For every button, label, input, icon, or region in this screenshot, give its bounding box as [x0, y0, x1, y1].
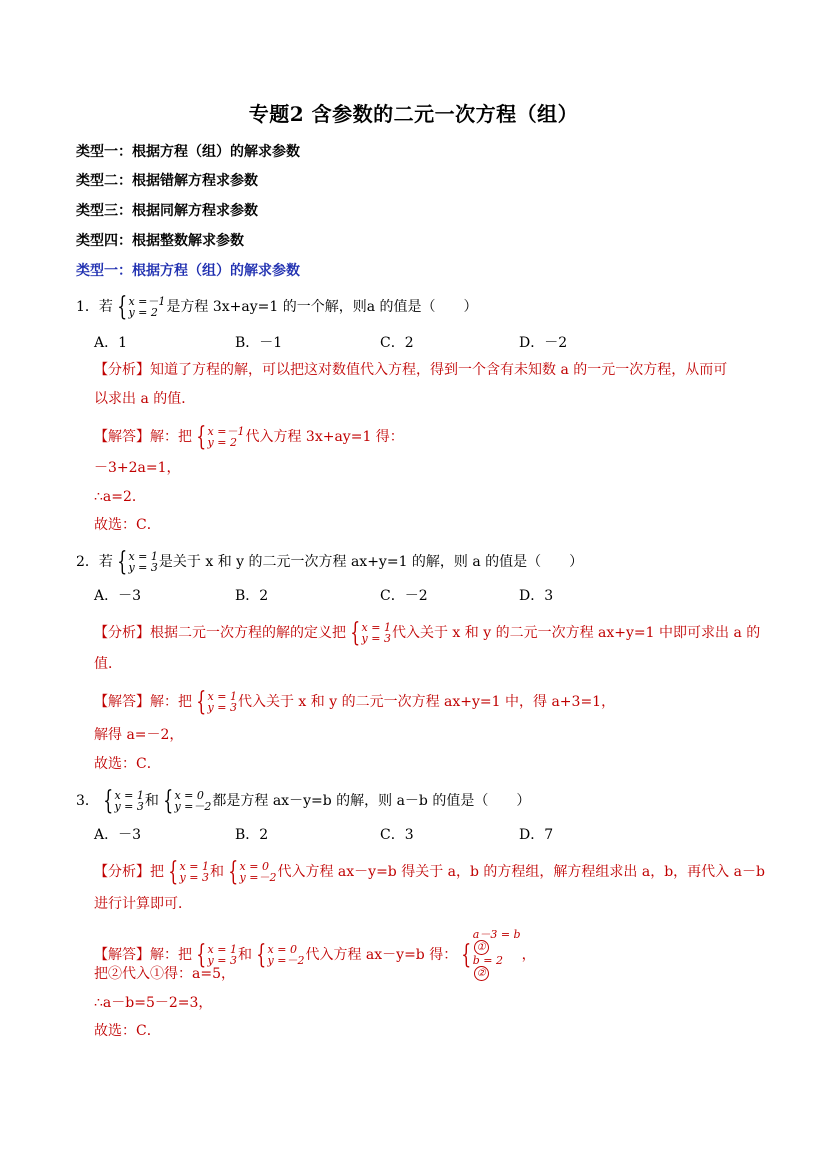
q2-answer: [94, 689, 615, 715]
q3-analysis-system-b: { x = 0 y =－2: [228, 857, 277, 887]
answer-mid: 代入方程 ax－y=b 得：: [305, 947, 458, 963]
answer-and: 和: [237, 947, 252, 963]
sys-row: y =－2: [174, 800, 212, 813]
q3-analysis-cont: 进行计算即可．: [94, 896, 192, 912]
q3-choice: 故选：C．: [94, 1023, 161, 1039]
q1-step-1: －3+2a=1，: [94, 460, 181, 476]
q2-number: 2．若: [76, 554, 113, 570]
q3-analysis-system-a: { x = 1 y = 3: [168, 857, 209, 887]
sys-row: x =－1: [207, 425, 245, 438]
answer-label: 【解答】解：把: [94, 429, 192, 445]
q3-step-1: 把②代入①得：a=5，: [94, 966, 235, 982]
answer-end: ，: [521, 947, 536, 963]
q3-system-b: { x = 0 y =－2: [163, 786, 212, 816]
sys-row: x = 0: [239, 860, 269, 873]
q3-and: 和: [144, 793, 159, 809]
q2-step-1: 解得 a=－2，: [94, 727, 184, 743]
q1-choice: 故选：C．: [94, 517, 161, 533]
q1-option-c: C．2: [380, 335, 414, 351]
q3-analysis: [94, 859, 765, 885]
sys-row: x = 1: [179, 860, 209, 873]
analysis-label: 【分析】根据二元一次方程的解的定义把: [94, 625, 346, 641]
toc-item-2: 类型二：根据错解方程求参数: [76, 173, 258, 189]
q3-option-d: D．7: [519, 827, 554, 843]
q1-answer: [94, 424, 404, 450]
sys-row: y = 3: [128, 561, 158, 574]
q1-step-2: ∴a=2．: [94, 489, 146, 505]
sys-row: y = 2: [207, 436, 237, 449]
q1-option-b: B．－1: [235, 335, 283, 351]
q1-analysis-cont: 以求出 a 的值．: [94, 391, 196, 407]
sys-row: x = 1: [114, 789, 144, 802]
sys-row: y = 3: [179, 871, 209, 884]
question-2: [76, 549, 583, 575]
q1-answer-system: { x =－1 y = 2: [196, 422, 245, 452]
q3-answer-system-b: { x = 0 y =－2: [256, 940, 305, 970]
sys-row: y = 3: [361, 632, 391, 645]
sys-row: y = 3: [114, 800, 144, 813]
q1-number: 1．若: [76, 299, 113, 315]
toc-item-3: 类型三：根据同解方程求参数: [76, 203, 258, 219]
q2-analysis: [94, 620, 760, 646]
q2-text: 是关于 x 和 y 的二元一次方程 ax+y=1 的解，则 a 的值是（ ）: [158, 554, 584, 570]
sys-row: y =－2: [267, 954, 305, 967]
sys-row: b = 2: [472, 954, 504, 967]
q3-option-c: C．3: [380, 827, 414, 843]
section-heading: 类型一：根据方程（组）的解求参数: [76, 263, 300, 279]
answer-label: 【解答】解：把: [94, 947, 192, 963]
q3-option-b: B．2: [235, 827, 269, 843]
q2-option-b: B．2: [235, 588, 269, 604]
answer-label: 【解答】解：把: [94, 694, 192, 710]
q2-system: { x = 1 y = 3: [117, 547, 158, 577]
q3-answer-system-a: { x = 1 y = 3: [196, 940, 237, 970]
q2-choice: 故选：C．: [94, 756, 161, 772]
analysis-and: 和: [209, 864, 224, 880]
q1-option-d: D．－2: [519, 335, 568, 351]
sys-row: x = 0: [174, 789, 204, 802]
answer-text: 代入关于 x 和 y 的二元一次方程 ax+y=1 中，得 a+3=1，: [237, 694, 616, 710]
q2-option-a: A．－3: [94, 588, 142, 604]
q3-system-a: { x = 1 y = 3: [103, 786, 144, 816]
answer-text: 代入方程 3x+ay=1 得：: [245, 429, 404, 445]
analysis-text: 代入关于 x 和 y 的二元一次方程 ax+y=1 中即可求出 a 的: [391, 625, 761, 641]
sys-row: x = 1: [207, 943, 237, 956]
sys-row: x = 1: [207, 690, 237, 703]
sys-row: y =－2: [239, 871, 277, 884]
sys-row: x = 0: [267, 943, 297, 956]
toc-item-1: 类型一：根据方程（组）的解求参数: [76, 144, 300, 160]
q2-analysis-system: { x = 1 y = 3: [350, 618, 391, 648]
analysis-label: 【分析】把: [94, 864, 164, 880]
q1-analysis: 【分析】知道了方程的解，可以把这对数值代入方程，得到一个含有未知数 a 的一元一次方程，从而可: [94, 362, 728, 378]
sys-row: a－3 = b: [472, 928, 521, 941]
q3-number: 3．: [76, 793, 99, 809]
q1-option-a: A．1: [94, 335, 128, 351]
q3-option-a: A．－3: [94, 827, 142, 843]
sys-row: x =－1: [128, 295, 166, 308]
q3-step-2: ∴a－b=5－2=3，: [94, 995, 213, 1011]
sys-row: y = 3: [207, 701, 237, 714]
q2-option-c: C．－2: [380, 588, 428, 604]
q1-text: 是方程 3x+ay=1 的一个解，则a 的值是（ ）: [166, 299, 478, 315]
circled-1: ①: [474, 940, 489, 955]
q2-analysis-cont: 值．: [94, 656, 122, 672]
q1-system: { x =－1 y = 2: [117, 292, 166, 322]
sys-row: y = 2: [128, 306, 158, 319]
question-3: [76, 788, 530, 814]
analysis-text: 代入方程 ax－y=b 得关于 a，b 的方程组，解方程组求出 a，b，再代入 a－b: [277, 864, 765, 880]
toc-item-4: 类型四：根据整数解求参数: [76, 233, 244, 249]
q3-answer-system-c: { a－3 = b ① b = 2 ②: [461, 928, 521, 979]
q2-answer-system: { x = 1 y = 3: [196, 687, 237, 717]
page-title: 专题2 含参数的二元一次方程（组）: [248, 102, 579, 126]
sys-row: x = 1: [361, 621, 391, 634]
q2-option-d: D．3: [519, 588, 554, 604]
circled-2: ②: [474, 966, 489, 981]
sys-row: y = 3: [207, 954, 237, 967]
question-1: [76, 294, 478, 320]
sys-row: x = 1: [128, 550, 158, 563]
q3-text: 都是方程 ax－y=b 的解，则 a－b 的值是（ ）: [212, 793, 531, 809]
